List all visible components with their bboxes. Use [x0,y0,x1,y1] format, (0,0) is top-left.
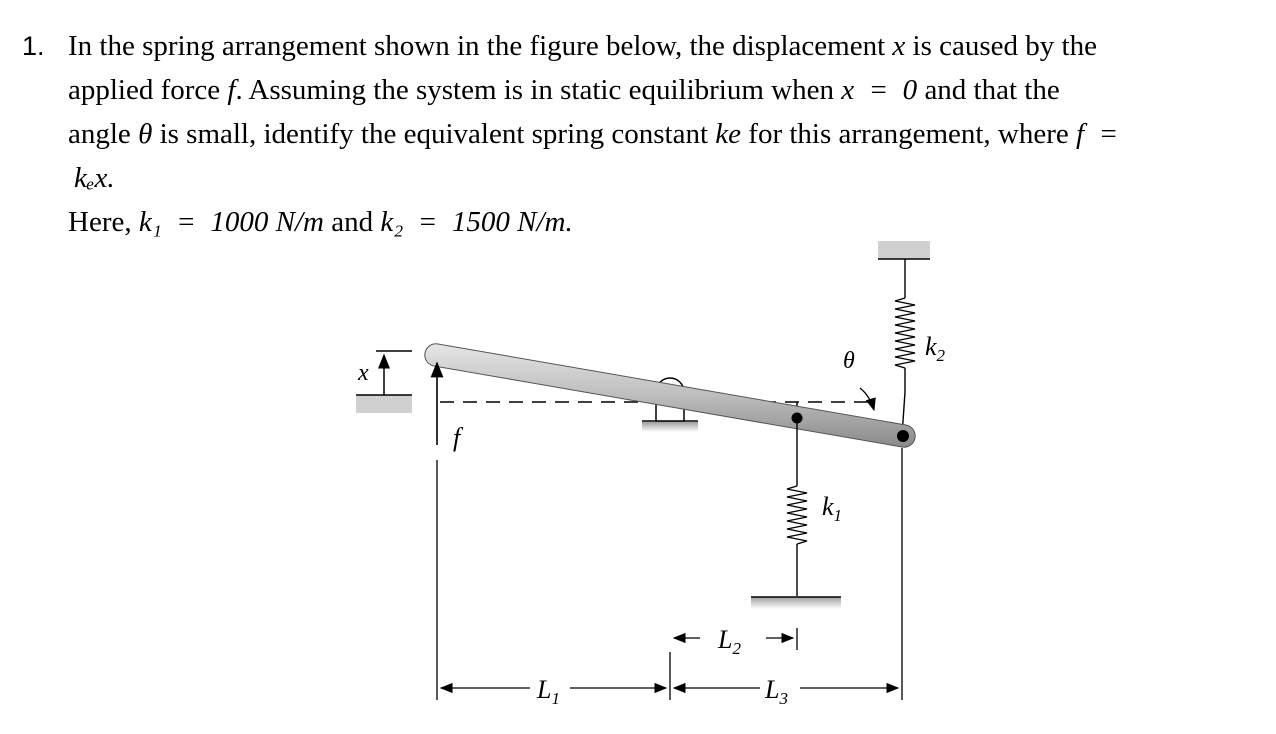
text-run: . Assuming the system is in static equilibrium when [235,74,842,106]
ground-top [878,241,930,259]
equation-f: f = [1076,118,1119,150]
label-x: x [358,360,369,386]
text-run: angle [68,118,139,150]
var-f: f [227,74,236,106]
ground-bottom [751,597,841,609]
text-run: and that the [917,74,1060,106]
equation-x-zero: x = 0 [841,74,918,106]
problem-number: 1. [22,31,45,61]
text-run: applied force [68,74,228,106]
label-f: f [453,423,461,452]
equation-k1: k₁ = 1000 N/m [138,206,324,238]
equation-kex: kₑx. [74,162,115,194]
problem-line-3 [68,112,1258,156]
spring-k2 [895,259,915,436]
var-ke: ke [715,118,742,150]
label-k2: $k_2$ [925,332,946,365]
problem-line-1 [68,24,1258,68]
label-k1: $k_1$ [822,492,843,525]
theta-arc [860,388,874,410]
text-run: is small, identify the equivalent spring constant [152,118,716,150]
label-L2: $L_2$ [718,625,741,658]
text-run: Here, [68,206,139,238]
spring-k1 [787,418,807,596]
text-run: for this arrangement, where [741,118,1077,150]
label-theta: θ [843,348,855,374]
equation-k2: k₂ = 1500 N/m. [380,206,573,238]
text-run: and [323,206,381,238]
var-theta: θ [138,118,153,150]
text-run: is caused by the [905,30,1097,62]
problem-line-2 [68,68,1258,112]
var-x: x [892,30,906,62]
label-L3: $L_3$ [765,675,788,708]
problem-text [68,24,1258,244]
label-L1: $L_1$ [537,675,560,708]
k2-attach-point [897,430,909,442]
problem-line-4 [68,156,1258,200]
text-run: In the spring arrangement shown in the figure below, the displacement [68,30,893,62]
spring-lever-figure [340,235,946,725]
x-ground [356,395,412,413]
